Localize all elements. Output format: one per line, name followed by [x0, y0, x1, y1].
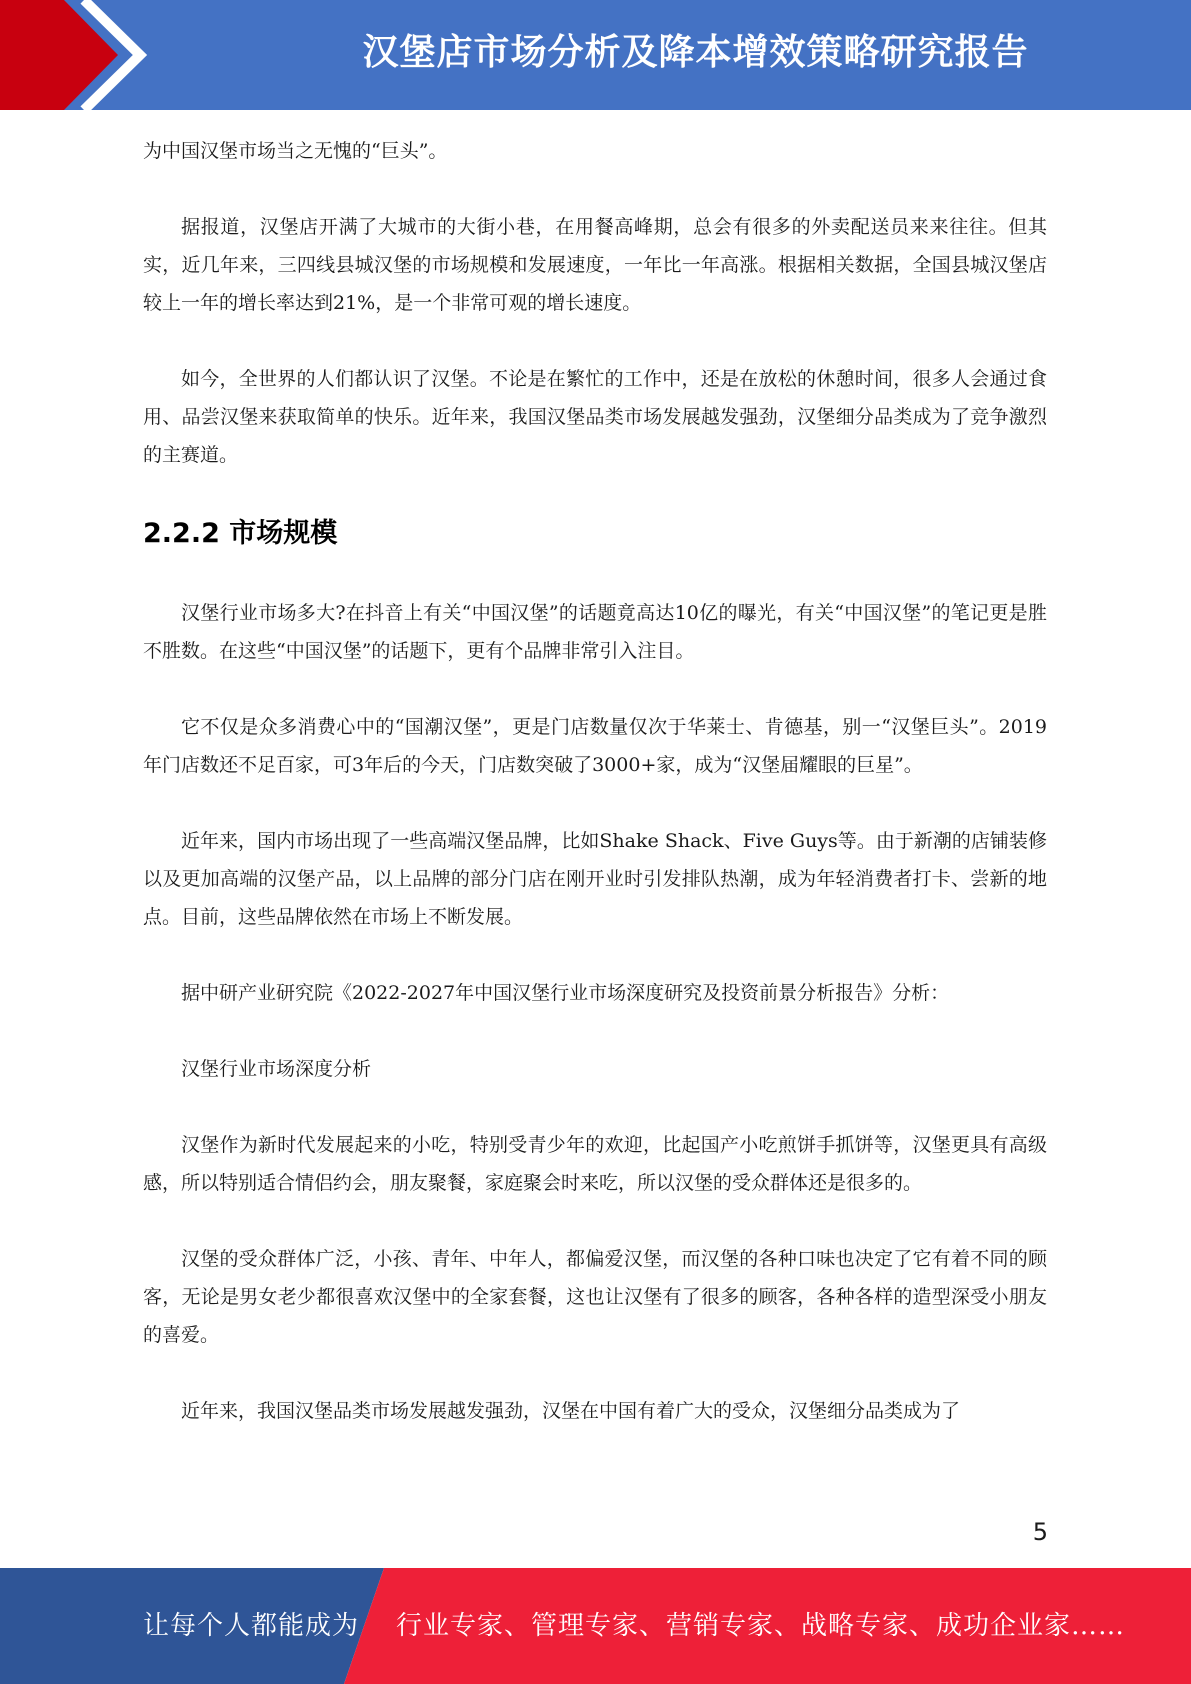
page-footer: [0, 1568, 1191, 1684]
footer-slogan-right: 行业专家、管理专家、营销专家、战略专家、成功企业家……: [396, 1611, 1126, 1641]
footer-slogan-left: 让每个人都能成为: [143, 1611, 360, 1641]
header-arrow-decoration: [0, 0, 160, 110]
subheading-paragraph: 汉堡行业市场深度分析: [181, 1058, 372, 1080]
section-heading: 2.2.2 市场规模: [143, 518, 338, 549]
page-header: [0, 0, 1191, 110]
paragraph: 如今，全世界的人们都认识了汉堡。不论是在繁忙的工作中，还是在放松的休憩时间，很多人会通过食用、品尝汉堡来获取简单的快乐。近年来，我国汉堡品类市场发展越发强劲，汉堡细分品类成为了竞争激烈的主赛道。: [143, 368, 1047, 466]
document-title: 汉堡店市场分析及降本增效策略研究报告: [362, 32, 1029, 73]
paragraph: 它不仅是众多消费心中的“国潮汉堡”，更是门店数量仅次于华莱士、肯德基，别一“汉堡巨头”。2019年门店数还不足百家，可3年后的今天，门店数突破了3000+家，成为“汉堡届耀眼的巨星”。: [143, 716, 1047, 776]
document-body: [143, 132, 1047, 1468]
paragraph: 汉堡的受众群体广泛，小孩、青年、中年人，都偏爱汉堡，而汉堡的各种口味也决定了它有着不同的顾客，无论是男女老少都很喜欢汉堡中的全家套餐，这也让汉堡有了很多的顾客，各种各样的造型深受小朋友的喜爱。: [143, 1248, 1047, 1346]
paragraph: 为中国汉堡市场当之无愧的“巨头”。: [143, 140, 448, 162]
paragraph: 据中研产业研究院《2022-2027年中国汉堡行业市场深度研究及投资前景分析报告》分析：: [181, 982, 950, 1004]
paragraph: 据报道，汉堡店开满了大城市的大街小巷，在用餐高峰期，总会有很多的外卖配送员来来往往。但其实，近几年来，三四线县城汉堡的市场规模和发展速度，一年比一年高涨。根据相关数据，全国县城汉堡店较上一年的增长率达到21%，是一个非常可观的增长速度。: [143, 216, 1047, 314]
paragraph: 近年来，我国汉堡品类市场发展越发强劲，汉堡在中国有着广大的受众，汉堡细分品类成为了: [181, 1400, 961, 1422]
paragraph: 汉堡作为新时代发展起来的小吃，特别受青少年的欢迎，比起国产小吃煎饼手抓饼等，汉堡更具有高级感，所以特别适合情侣约会，朋友聚餐，家庭聚会时来吃，所以汉堡的受众群体还是很多的。: [143, 1134, 1047, 1194]
page-number: 5: [1032, 1518, 1048, 1546]
paragraph: 汉堡行业市场多大?在抖音上有关“中国汉堡”的话题竟高达10亿的曝光，有关“中国汉堡”的笔记更是胜不胜数。在这些“中国汉堡”的话题下，更有个品牌非常引入注目。: [143, 602, 1047, 662]
paragraph: 近年来，国内市场出现了一些高端汉堡品牌，比如Shake Shack、Five Guys等。由于新潮的店铺装修以及更加高端的汉堡产品，以上品牌的部分门店在刚开业时引发排队热潮，成为年轻消费者打卡、尝新的地点。目前，这些品牌依然在市场上不断发展。: [143, 830, 1047, 928]
